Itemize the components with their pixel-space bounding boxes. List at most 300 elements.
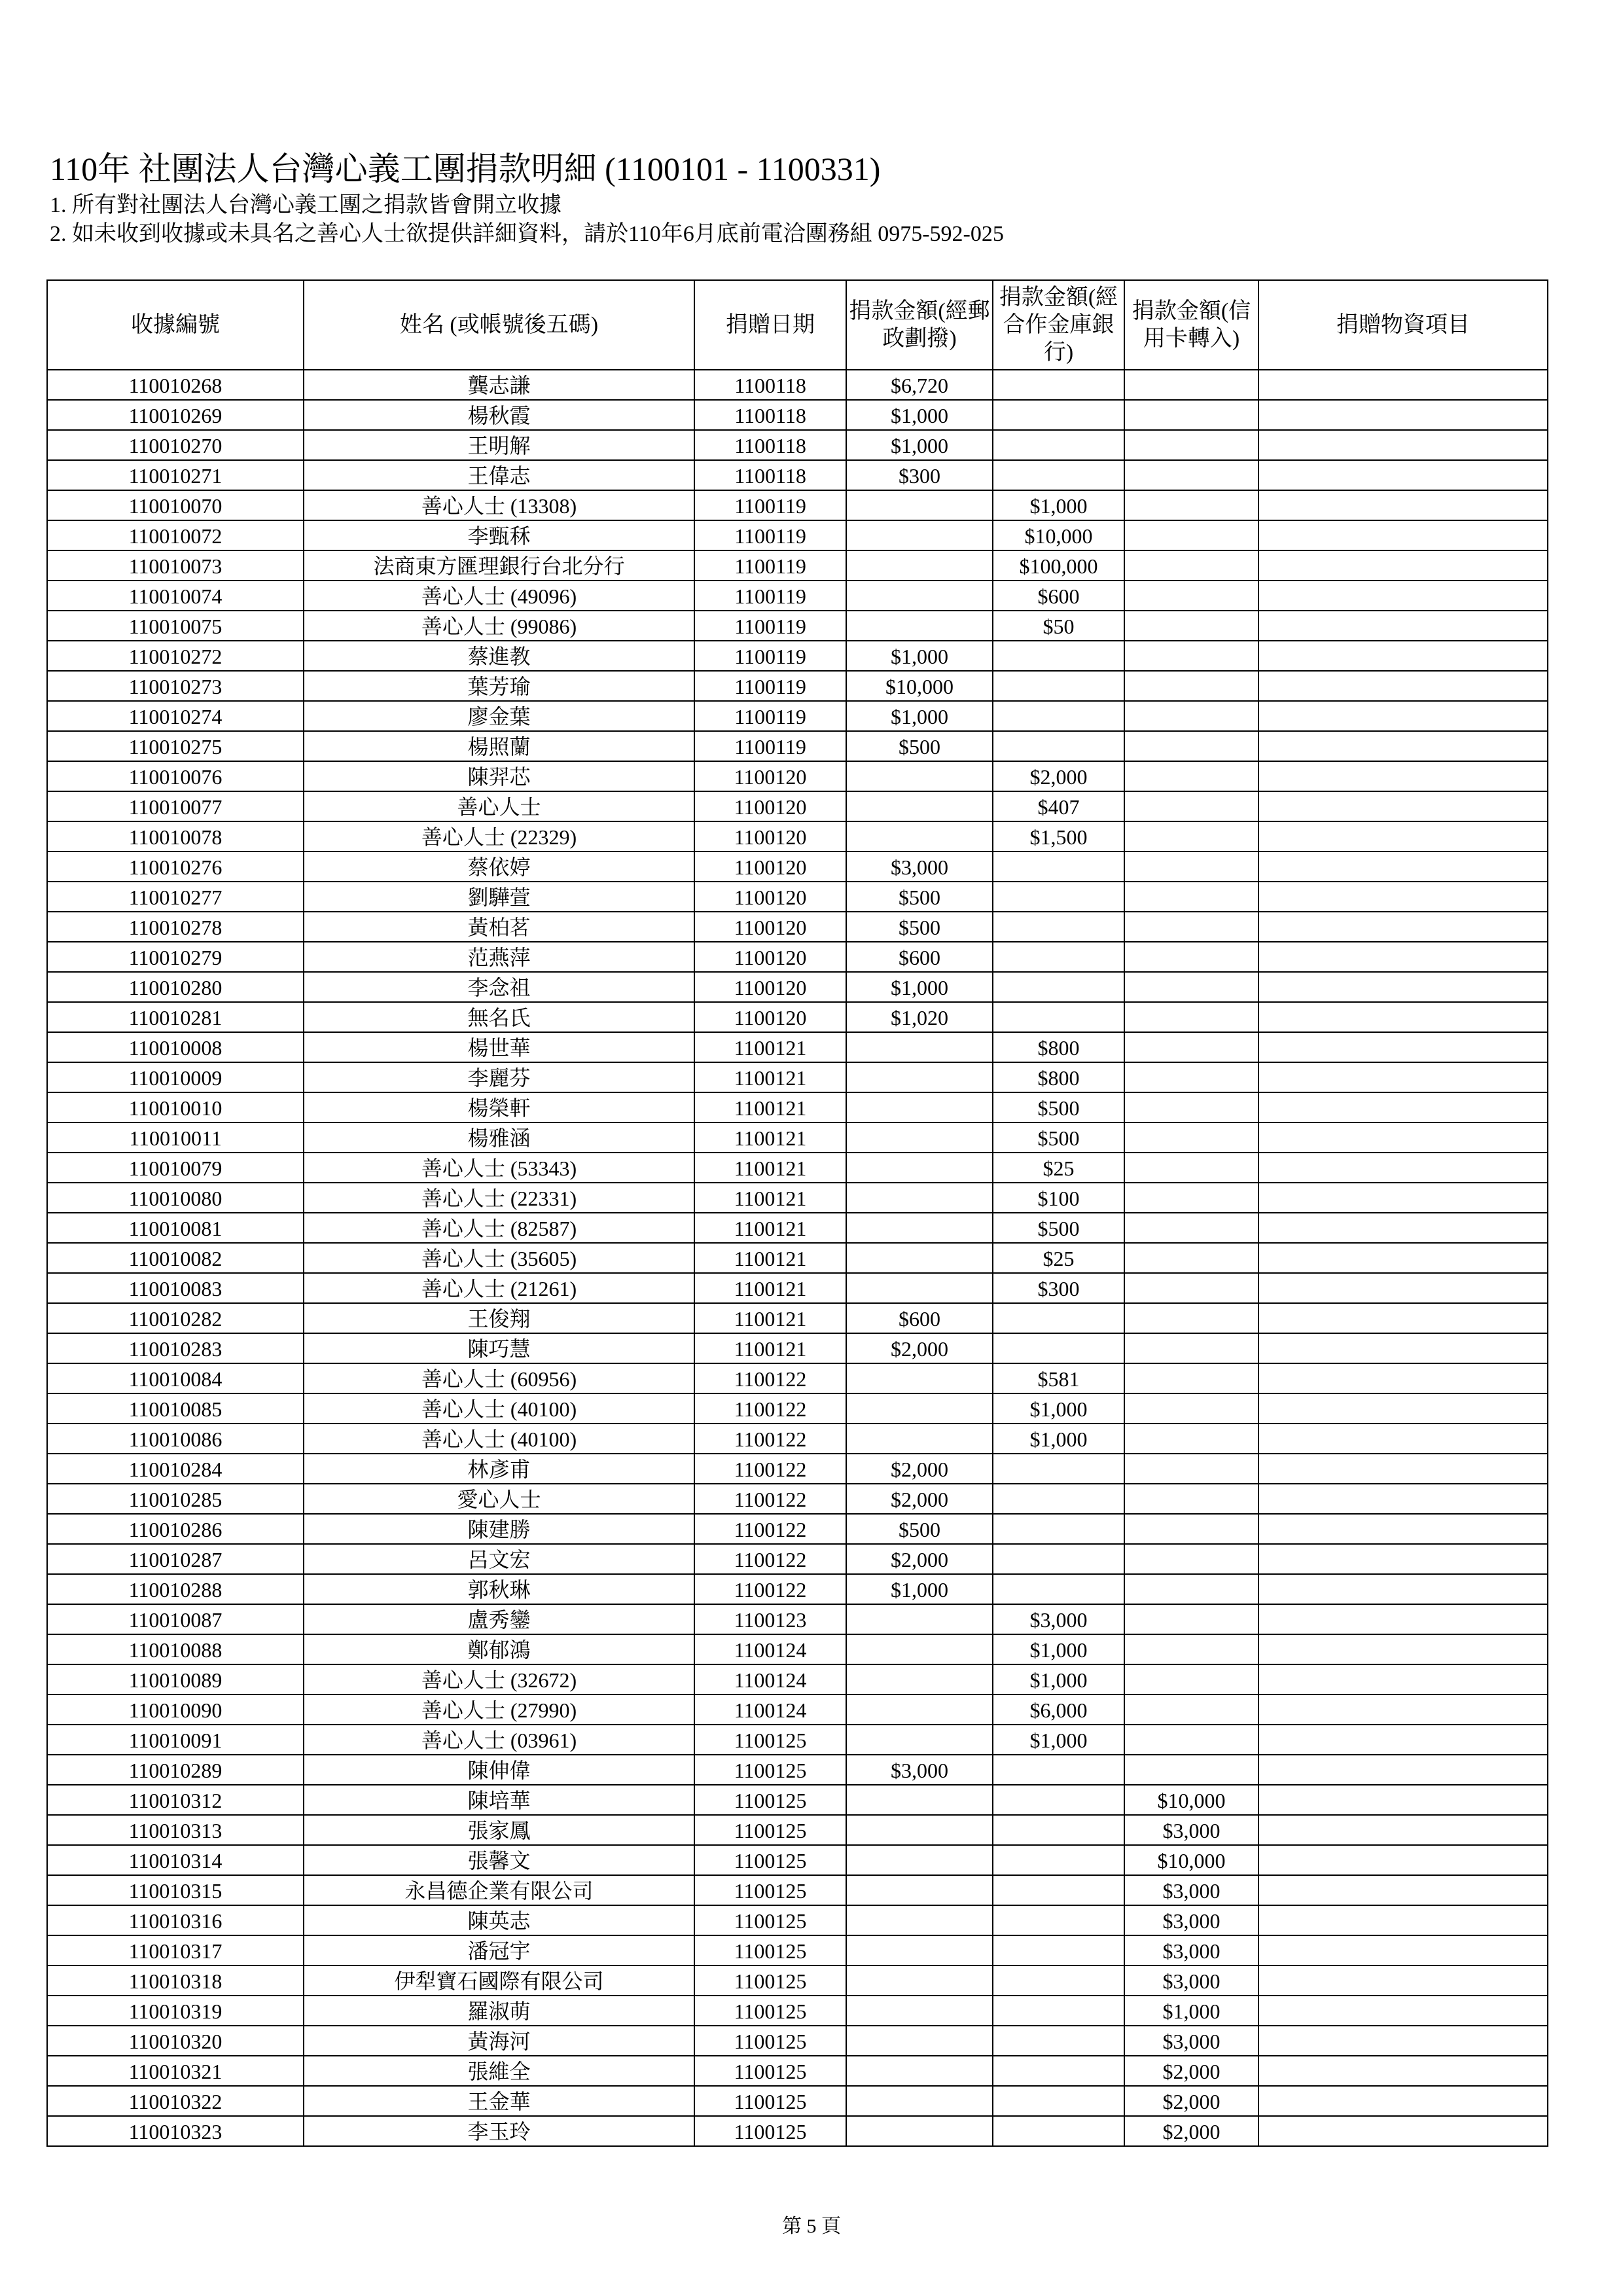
donation-date-cell: 1100120	[694, 791, 846, 821]
donor-name-cell: 呂文宏	[304, 1544, 694, 1574]
receipt-number-cell: 110010080	[47, 1183, 304, 1213]
donated-items-cell	[1258, 972, 1548, 1002]
amount-postal-cell	[846, 1213, 993, 1243]
receipt-number-cell: 110010075	[47, 611, 304, 641]
donor-name-cell: 陳建勝	[304, 1514, 694, 1544]
table-row	[47, 460, 1548, 490]
donation-date-cell: 1100122	[694, 1484, 846, 1514]
donated-items-cell	[1258, 1996, 1548, 2026]
table-row	[47, 1935, 1548, 1965]
donation-date-cell: 1100122	[694, 1363, 846, 1393]
receipt-number-cell: 110010091	[47, 1725, 304, 1755]
amount-postal-cell	[846, 2116, 993, 2146]
donation-date-cell: 1100125	[694, 1785, 846, 1815]
table-row	[47, 400, 1548, 430]
amount-postal-cell	[846, 1725, 993, 1755]
donor-name-cell: 善心人士 (21261)	[304, 1273, 694, 1303]
donor-name-cell: 范燕萍	[304, 942, 694, 972]
donated-items-cell	[1258, 1002, 1548, 1032]
amount-bank-cell: $407	[993, 791, 1124, 821]
receipt-number-cell: 110010084	[47, 1363, 304, 1393]
amount-postal-cell	[846, 1273, 993, 1303]
donation-date-cell: 1100125	[694, 1965, 846, 1996]
amount-bank-cell	[993, 1935, 1124, 1965]
receipt-number-cell: 110010272	[47, 641, 304, 671]
table-row	[47, 1002, 1548, 1032]
amount-postal-cell: $1,000	[846, 430, 993, 460]
amount-bank-cell: $25	[993, 1243, 1124, 1273]
donated-items-cell	[1258, 1664, 1548, 1695]
donation-date-cell: 1100124	[694, 1695, 846, 1725]
table-row	[47, 1213, 1548, 1243]
donor-name-cell: 楊秋霞	[304, 400, 694, 430]
amount-credit-card-cell	[1124, 1153, 1258, 1183]
donated-items-cell	[1258, 1273, 1548, 1303]
amount-postal-cell	[846, 1664, 993, 1695]
donor-name-cell: 善心人士 (03961)	[304, 1725, 694, 1755]
amount-bank-cell: $1,500	[993, 821, 1124, 852]
donation-date-cell: 1100119	[694, 671, 846, 701]
amount-postal-cell: $2,000	[846, 1544, 993, 1574]
receipt-number-cell: 110010278	[47, 912, 304, 942]
table-row	[47, 520, 1548, 550]
receipt-number-cell: 110010010	[47, 1092, 304, 1122]
donation-date-cell: 1100125	[694, 2086, 846, 2116]
donated-items-cell	[1258, 2026, 1548, 2056]
amount-bank-cell	[993, 701, 1124, 731]
donation-date-cell: 1100120	[694, 972, 846, 1002]
amount-bank-cell	[993, 430, 1124, 460]
donation-table	[46, 279, 1548, 2147]
receipt-number-cell: 110010085	[47, 1393, 304, 1424]
donation-date-cell: 1100118	[694, 400, 846, 430]
amount-credit-card-cell: $3,000	[1124, 2026, 1258, 2056]
receipt-number-cell: 110010009	[47, 1062, 304, 1092]
table-row	[47, 1725, 1548, 1755]
donated-items-cell	[1258, 791, 1548, 821]
amount-bank-cell	[993, 1996, 1124, 2026]
receipt-number-cell: 110010078	[47, 821, 304, 852]
header-donor-name: 姓名 (或帳號後五碼)	[304, 280, 694, 370]
amount-bank-cell	[993, 1454, 1124, 1484]
amount-credit-card-cell: $3,000	[1124, 1815, 1258, 1845]
amount-postal-cell	[846, 1905, 993, 1935]
note-contact: 2. 如未收到收據或未具名之善心人士欲提供詳細資料，請於110年6月底前電洽團務組 0975-592-025	[50, 222, 1004, 246]
receipt-number-cell: 110010273	[47, 671, 304, 701]
amount-credit-card-cell	[1124, 671, 1258, 701]
amount-bank-cell: $1,000	[993, 1664, 1124, 1695]
table-row	[47, 1845, 1548, 1875]
amount-credit-card-cell: $3,000	[1124, 1935, 1258, 1965]
amount-credit-card-cell	[1124, 1574, 1258, 1604]
amount-bank-cell	[993, 2026, 1124, 2056]
receipt-number-cell: 110010283	[47, 1333, 304, 1363]
donation-date-cell: 1100125	[694, 1815, 846, 1845]
amount-bank-cell	[993, 852, 1124, 882]
amount-bank-cell	[993, 1484, 1124, 1514]
donated-items-cell	[1258, 520, 1548, 550]
amount-postal-cell	[846, 2086, 993, 2116]
header-amount-bank: 捐款金額(經合作金庫銀行)	[993, 280, 1124, 370]
donor-name-cell: 王金華	[304, 2086, 694, 2116]
donation-date-cell: 1100122	[694, 1544, 846, 1574]
receipt-number-cell: 110010289	[47, 1755, 304, 1785]
amount-postal-cell	[846, 2056, 993, 2086]
amount-credit-card-cell	[1124, 550, 1258, 581]
donation-date-cell: 1100121	[694, 1303, 846, 1333]
table-body	[47, 370, 1548, 2146]
table-row	[47, 1544, 1548, 1574]
receipt-number-cell: 110010274	[47, 701, 304, 731]
donated-items-cell	[1258, 1875, 1548, 1905]
table-row	[47, 1996, 1548, 2026]
donated-items-cell	[1258, 852, 1548, 882]
donor-name-cell: 黃柏茗	[304, 912, 694, 942]
amount-credit-card-cell	[1124, 1183, 1258, 1213]
amount-credit-card-cell	[1124, 370, 1258, 400]
amount-postal-cell: $2,000	[846, 1454, 993, 1484]
table-row	[47, 370, 1548, 400]
note-receipt: 1. 所有對社團法人台灣心義工團之捐款皆會開立收據	[50, 193, 562, 217]
table-row	[47, 1032, 1548, 1062]
donation-date-cell: 1100120	[694, 882, 846, 912]
donor-name-cell: 蔡進教	[304, 641, 694, 671]
amount-postal-cell: $3,000	[846, 1755, 993, 1785]
donated-items-cell	[1258, 1544, 1548, 1574]
donation-date-cell: 1100120	[694, 821, 846, 852]
donation-date-cell: 1100119	[694, 490, 846, 520]
table-row	[47, 942, 1548, 972]
amount-postal-cell	[846, 611, 993, 641]
amount-credit-card-cell	[1124, 852, 1258, 882]
amount-postal-cell: $600	[846, 942, 993, 972]
donor-name-cell: 陳巧慧	[304, 1333, 694, 1363]
amount-bank-cell	[993, 2116, 1124, 2146]
donated-items-cell	[1258, 1695, 1548, 1725]
donation-date-cell: 1100120	[694, 942, 846, 972]
donation-date-cell: 1100120	[694, 1002, 846, 1032]
amount-postal-cell: $300	[846, 460, 993, 490]
table-row	[47, 1393, 1548, 1424]
amount-postal-cell: $1,000	[846, 400, 993, 430]
donation-date-cell: 1100119	[694, 550, 846, 581]
table-row	[47, 1333, 1548, 1363]
amount-credit-card-cell: $3,000	[1124, 1875, 1258, 1905]
donated-items-cell	[1258, 701, 1548, 731]
donated-items-cell	[1258, 761, 1548, 791]
receipt-number-cell: 110010270	[47, 430, 304, 460]
amount-bank-cell: $25	[993, 1153, 1124, 1183]
amount-bank-cell	[993, 641, 1124, 671]
donor-name-cell: 善心人士 (35605)	[304, 1243, 694, 1273]
donation-date-cell: 1100120	[694, 761, 846, 791]
donation-date-cell: 1100120	[694, 852, 846, 882]
amount-postal-cell	[846, 1875, 993, 1905]
amount-credit-card-cell	[1124, 1092, 1258, 1122]
header-amount-postal: 捐款金額(經郵政劃撥)	[846, 280, 993, 370]
amount-postal-cell	[846, 520, 993, 550]
amount-bank-cell	[993, 942, 1124, 972]
donor-name-cell: 善心人士 (40100)	[304, 1424, 694, 1454]
donated-items-cell	[1258, 1303, 1548, 1333]
donated-items-cell	[1258, 1484, 1548, 1514]
table-row	[47, 2116, 1548, 2146]
amount-bank-cell: $1,000	[993, 1424, 1124, 1454]
donor-name-cell: 鄭郁鴻	[304, 1634, 694, 1664]
receipt-number-cell: 110010074	[47, 581, 304, 611]
table-row	[47, 1604, 1548, 1634]
donation-date-cell: 1100121	[694, 1032, 846, 1062]
amount-bank-cell	[993, 1785, 1124, 1815]
receipt-number-cell: 110010319	[47, 1996, 304, 2026]
amount-credit-card-cell	[1124, 460, 1258, 490]
donation-date-cell: 1100121	[694, 1092, 846, 1122]
amount-postal-cell	[846, 490, 993, 520]
donated-items-cell	[1258, 550, 1548, 581]
amount-postal-cell	[846, 1965, 993, 1996]
donation-date-cell: 1100118	[694, 460, 846, 490]
amount-credit-card-cell: $2,000	[1124, 2116, 1258, 2146]
receipt-number-cell: 110010090	[47, 1695, 304, 1725]
donated-items-cell	[1258, 1604, 1548, 1634]
donation-date-cell: 1100125	[694, 1905, 846, 1935]
donation-date-cell: 1100125	[694, 1845, 846, 1875]
donation-date-cell: 1100121	[694, 1062, 846, 1092]
donated-items-cell	[1258, 2056, 1548, 2086]
amount-postal-cell	[846, 1785, 993, 1815]
donor-name-cell: 善心人士 (53343)	[304, 1153, 694, 1183]
table-row	[47, 1634, 1548, 1664]
receipt-number-cell: 110010072	[47, 520, 304, 550]
amount-bank-cell	[993, 882, 1124, 912]
donated-items-cell	[1258, 1122, 1548, 1153]
amount-bank-cell	[993, 1333, 1124, 1363]
donor-name-cell: 劉驊萱	[304, 882, 694, 912]
receipt-number-cell: 110010317	[47, 1935, 304, 1965]
table-row	[47, 2056, 1548, 2086]
amount-credit-card-cell	[1124, 611, 1258, 641]
amount-postal-cell	[846, 1243, 993, 1273]
donated-items-cell	[1258, 1363, 1548, 1393]
receipt-number-cell: 110010282	[47, 1303, 304, 1333]
amount-bank-cell: $1,000	[993, 1634, 1124, 1664]
amount-bank-cell	[993, 1815, 1124, 1845]
donated-items-cell	[1258, 821, 1548, 852]
donated-items-cell	[1258, 1815, 1548, 1845]
amount-postal-cell: $6,720	[846, 370, 993, 400]
receipt-number-cell: 110010323	[47, 2116, 304, 2146]
donation-date-cell: 1100121	[694, 1213, 846, 1243]
amount-credit-card-cell: $1,000	[1124, 1996, 1258, 2026]
amount-credit-card-cell	[1124, 821, 1258, 852]
amount-credit-card-cell	[1124, 490, 1258, 520]
donation-date-cell: 1100119	[694, 581, 846, 611]
donation-date-cell: 1100118	[694, 430, 846, 460]
amount-bank-cell: $2,000	[993, 761, 1124, 791]
receipt-number-cell: 110010285	[47, 1484, 304, 1514]
table-row	[47, 1062, 1548, 1092]
table-row	[47, 912, 1548, 942]
donation-date-cell: 1100121	[694, 1183, 846, 1213]
donor-name-cell: 愛心人士	[304, 1484, 694, 1514]
amount-credit-card-cell: $10,000	[1124, 1845, 1258, 1875]
table-header-row	[47, 280, 1548, 370]
table-row	[47, 701, 1548, 731]
donation-date-cell: 1100122	[694, 1514, 846, 1544]
donor-name-cell: 楊照蘭	[304, 731, 694, 761]
table-row	[47, 1514, 1548, 1544]
donation-date-cell: 1100119	[694, 520, 846, 550]
table-row	[47, 1183, 1548, 1213]
donated-items-cell	[1258, 1935, 1548, 1965]
receipt-number-cell: 110010281	[47, 1002, 304, 1032]
table-row	[47, 1815, 1548, 1845]
amount-postal-cell	[846, 2026, 993, 2056]
table-row	[47, 1424, 1548, 1454]
receipt-number-cell: 110010081	[47, 1213, 304, 1243]
table-row	[47, 1905, 1548, 1935]
amount-bank-cell	[993, 1965, 1124, 1996]
donated-items-cell	[1258, 731, 1548, 761]
donation-date-cell: 1100125	[694, 1755, 846, 1785]
amount-postal-cell	[846, 1363, 993, 1393]
donated-items-cell	[1258, 460, 1548, 490]
donor-name-cell: 楊榮軒	[304, 1092, 694, 1122]
amount-postal-cell	[846, 1183, 993, 1213]
table-row	[47, 2026, 1548, 2056]
amount-credit-card-cell: $10,000	[1124, 1785, 1258, 1815]
header-receipt-number: 收據編號	[47, 280, 304, 370]
amount-postal-cell	[846, 1935, 993, 1965]
receipt-number-cell: 110010011	[47, 1122, 304, 1153]
donated-items-cell	[1258, 942, 1548, 972]
donation-date-cell: 1100121	[694, 1153, 846, 1183]
amount-bank-cell	[993, 1905, 1124, 1935]
receipt-number-cell: 110010087	[47, 1604, 304, 1634]
amount-bank-cell	[993, 1574, 1124, 1604]
amount-postal-cell: $1,000	[846, 972, 993, 1002]
receipt-number-cell: 110010082	[47, 1243, 304, 1273]
amount-bank-cell	[993, 1875, 1124, 1905]
donated-items-cell	[1258, 1905, 1548, 1935]
donated-items-cell	[1258, 1183, 1548, 1213]
table-row	[47, 731, 1548, 761]
amount-bank-cell: $100,000	[993, 550, 1124, 581]
table-row	[47, 1303, 1548, 1333]
donated-items-cell	[1258, 2116, 1548, 2146]
table-row	[47, 550, 1548, 581]
donation-date-cell: 1100120	[694, 912, 846, 942]
donated-items-cell	[1258, 1755, 1548, 1785]
receipt-number-cell: 110010268	[47, 370, 304, 400]
table-row	[47, 852, 1548, 882]
amount-postal-cell	[846, 1996, 993, 2026]
donated-items-cell	[1258, 611, 1548, 641]
receipt-number-cell: 110010086	[47, 1424, 304, 1454]
donation-date-cell: 1100118	[694, 370, 846, 400]
amount-credit-card-cell	[1124, 1032, 1258, 1062]
donated-items-cell	[1258, 1454, 1548, 1484]
donor-name-cell: 葉芳瑜	[304, 671, 694, 701]
donor-name-cell: 善心人士	[304, 791, 694, 821]
donation-date-cell: 1100125	[694, 1875, 846, 1905]
table-row	[47, 1273, 1548, 1303]
amount-bank-cell: $6,000	[993, 1695, 1124, 1725]
amount-postal-cell	[846, 1695, 993, 1725]
header-donated-items: 捐贈物資項目	[1258, 280, 1548, 370]
donation-date-cell: 1100122	[694, 1574, 846, 1604]
donated-items-cell	[1258, 490, 1548, 520]
donor-name-cell: 黃海河	[304, 2026, 694, 2056]
receipt-number-cell: 110010284	[47, 1454, 304, 1484]
table-row	[47, 761, 1548, 791]
donor-name-cell: 郭秋琳	[304, 1574, 694, 1604]
amount-postal-cell	[846, 1424, 993, 1454]
donated-items-cell	[1258, 912, 1548, 942]
donation-date-cell: 1100125	[694, 1996, 846, 2026]
donation-date-cell: 1100119	[694, 641, 846, 671]
donated-items-cell	[1258, 370, 1548, 400]
donor-name-cell: 陳英志	[304, 1905, 694, 1935]
amount-credit-card-cell	[1124, 1002, 1258, 1032]
table-row	[47, 1243, 1548, 1273]
amount-credit-card-cell	[1124, 641, 1258, 671]
amount-postal-cell: $500	[846, 1514, 993, 1544]
donor-name-cell: 無名氏	[304, 1002, 694, 1032]
receipt-number-cell: 110010321	[47, 2056, 304, 2086]
table-row	[47, 2086, 1548, 2116]
donation-date-cell: 1100124	[694, 1634, 846, 1664]
amount-credit-card-cell	[1124, 1122, 1258, 1153]
amount-postal-cell	[846, 1062, 993, 1092]
amount-postal-cell	[846, 1604, 993, 1634]
receipt-number-cell: 110010079	[47, 1153, 304, 1183]
donor-name-cell: 善心人士 (49096)	[304, 581, 694, 611]
donated-items-cell	[1258, 1333, 1548, 1363]
amount-postal-cell	[846, 761, 993, 791]
donated-items-cell	[1258, 581, 1548, 611]
donor-name-cell: 林彥甫	[304, 1454, 694, 1484]
amount-credit-card-cell	[1124, 791, 1258, 821]
receipt-number-cell: 110010279	[47, 942, 304, 972]
donor-name-cell: 羅淑萌	[304, 1996, 694, 2026]
amount-bank-cell	[993, 912, 1124, 942]
donor-name-cell: 王明解	[304, 430, 694, 460]
table-row	[47, 1092, 1548, 1122]
donated-items-cell	[1258, 1092, 1548, 1122]
amount-postal-cell	[846, 550, 993, 581]
donor-name-cell: 王俊翔	[304, 1303, 694, 1333]
amount-postal-cell: $2,000	[846, 1333, 993, 1363]
amount-postal-cell	[846, 821, 993, 852]
amount-credit-card-cell	[1124, 1514, 1258, 1544]
amount-bank-cell: $1,000	[993, 1725, 1124, 1755]
amount-bank-cell: $500	[993, 1122, 1124, 1153]
amount-postal-cell	[846, 1815, 993, 1845]
amount-bank-cell	[993, 731, 1124, 761]
page-number: 第 5 頁	[782, 2215, 841, 2237]
amount-bank-cell: $581	[993, 1363, 1124, 1393]
amount-credit-card-cell	[1124, 972, 1258, 1002]
table-row	[47, 1484, 1548, 1514]
amount-credit-card-cell	[1124, 942, 1258, 972]
donation-date-cell: 1100121	[694, 1122, 846, 1153]
donor-name-cell: 法商東方匯理銀行台北分行	[304, 550, 694, 581]
table-row	[47, 1153, 1548, 1183]
receipt-number-cell: 110010073	[47, 550, 304, 581]
table-row	[47, 430, 1548, 460]
amount-bank-cell	[993, 972, 1124, 1002]
